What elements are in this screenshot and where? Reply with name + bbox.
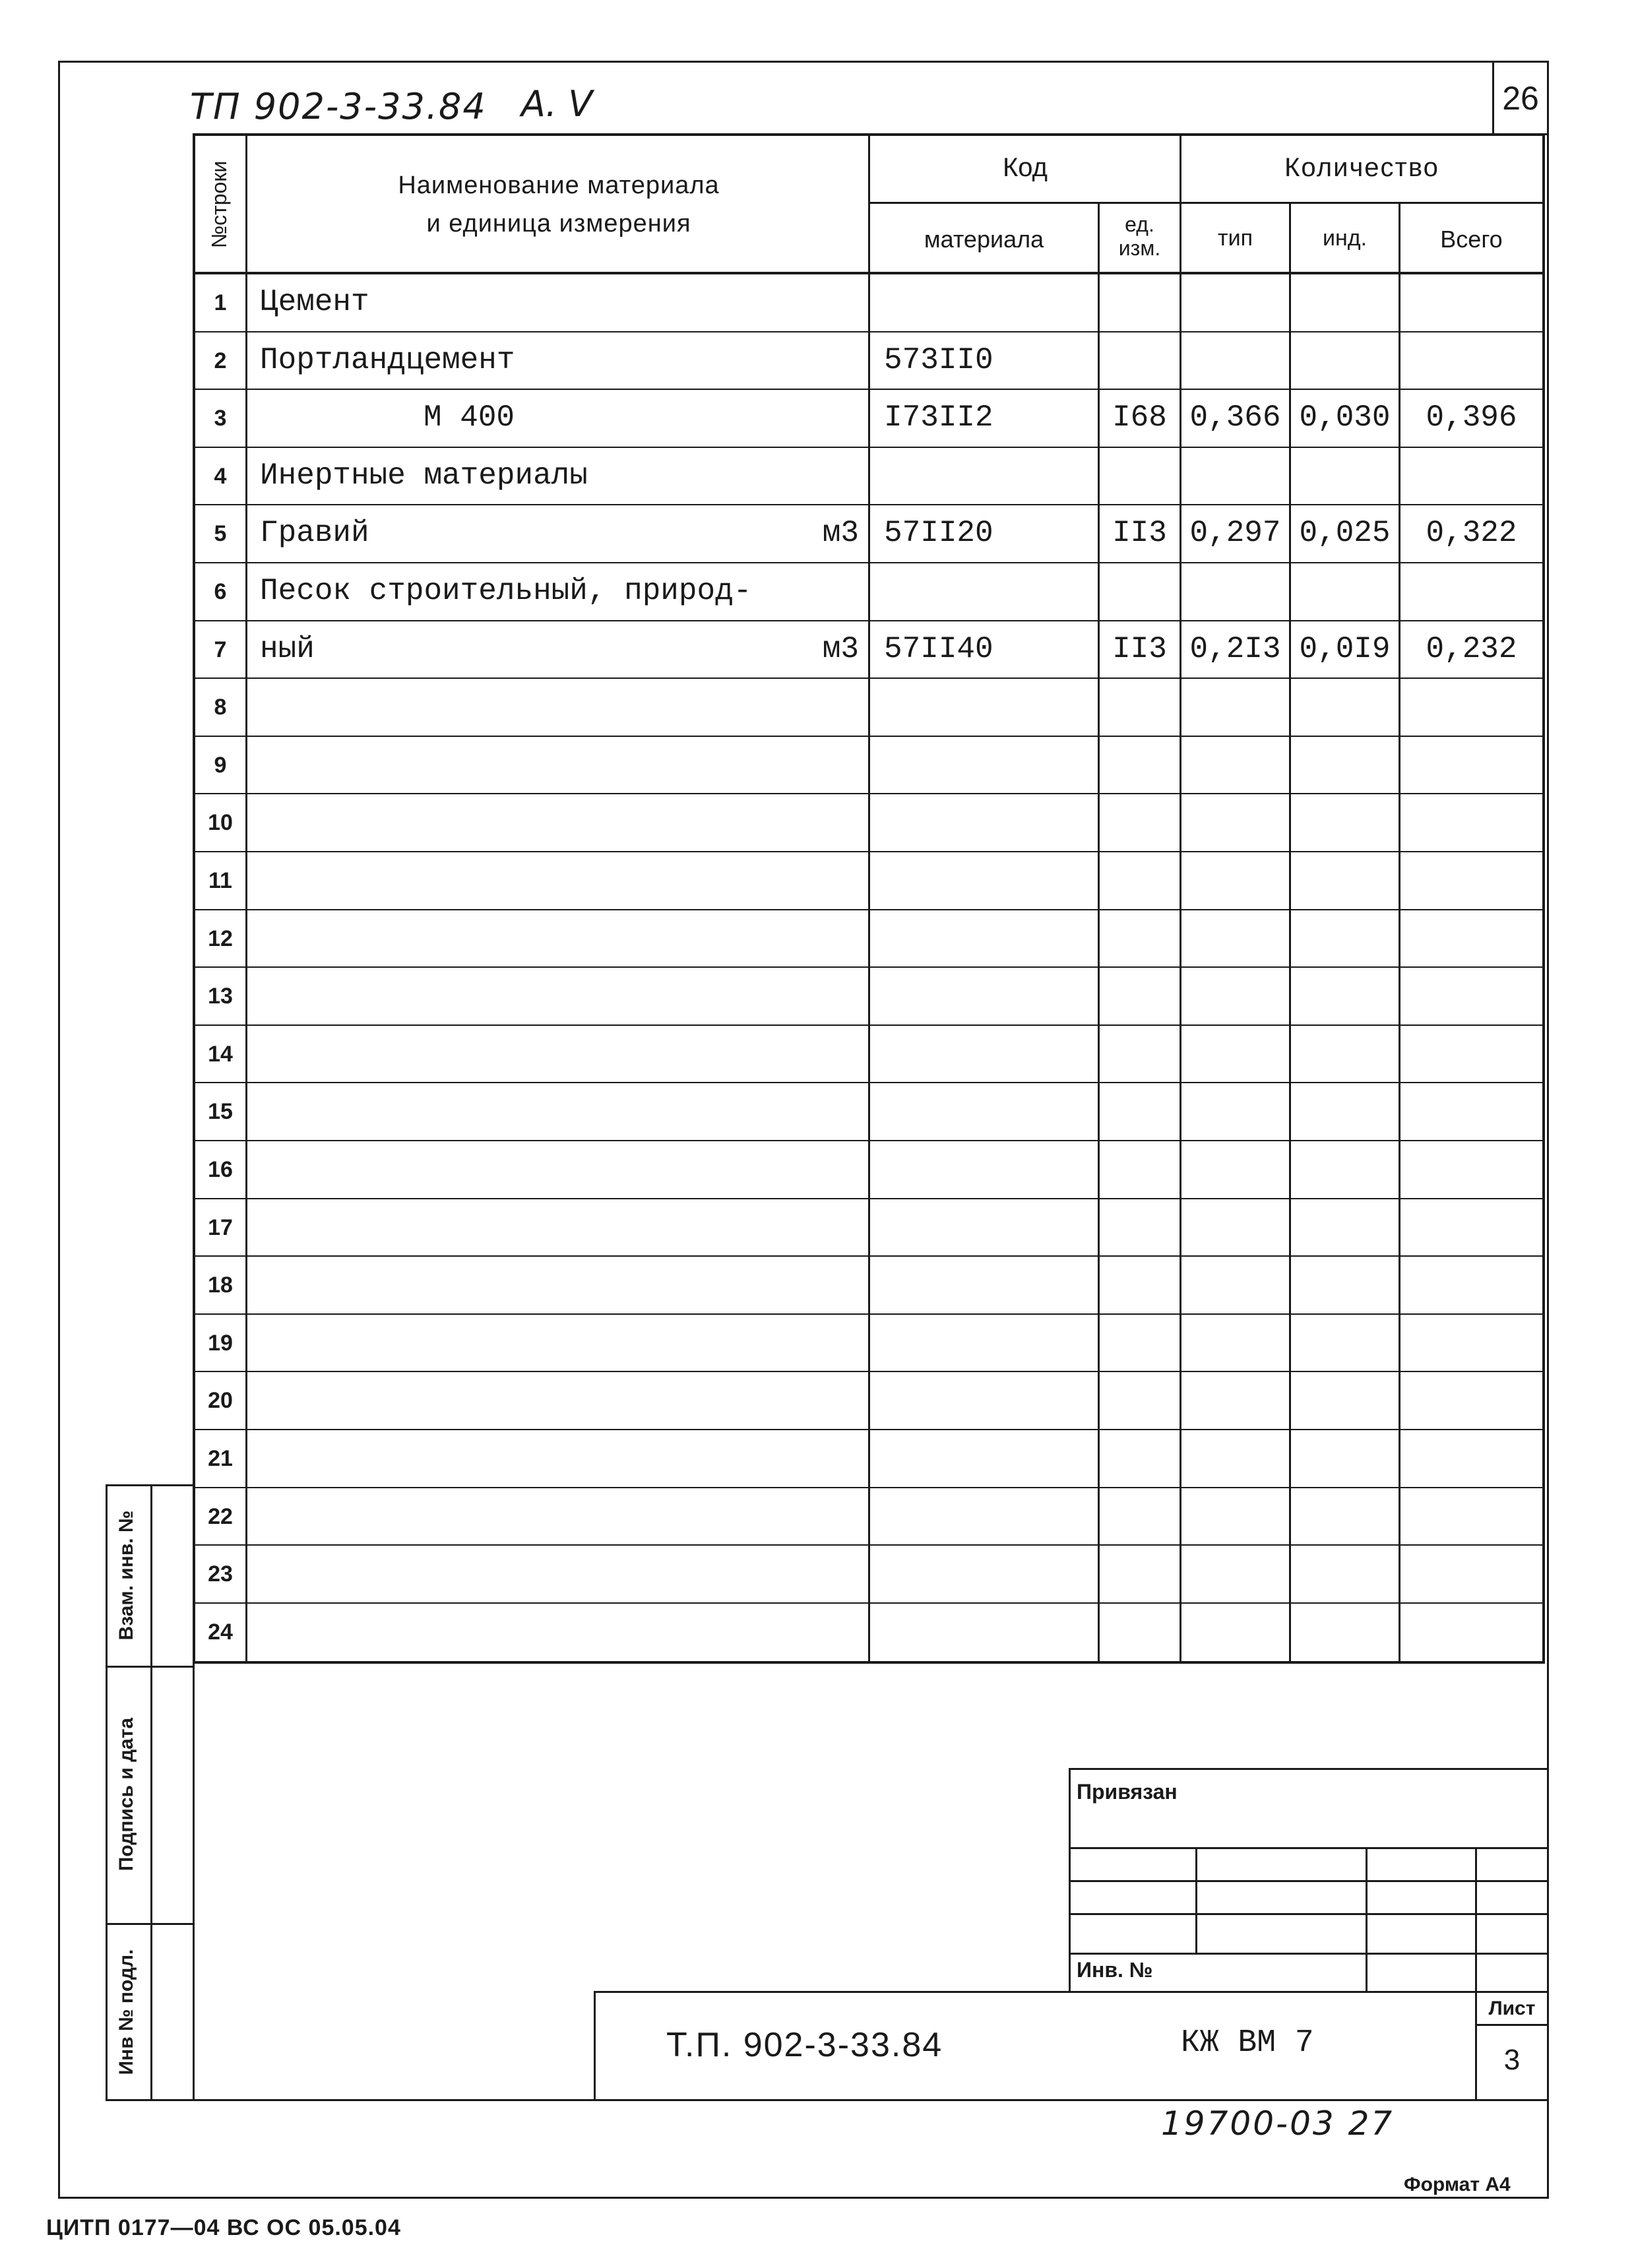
type-header: тип: [1218, 226, 1253, 251]
row-number: 5: [214, 521, 227, 547]
row-qty-individual: 0,030: [1299, 400, 1391, 435]
code-header: Код: [1002, 153, 1048, 182]
row-qty-total: 0,232: [1426, 631, 1517, 666]
sheet-label: Лист: [1488, 1998, 1536, 2019]
table-row: [193, 794, 1545, 852]
row-number: 11: [208, 868, 232, 893]
table-row: [193, 1546, 1545, 1604]
row-number: 13: [208, 984, 233, 1009]
stamp-number: 19700-03 27: [1161, 2104, 1395, 2143]
row-material-code: 57II20: [884, 516, 993, 551]
name-header-line1: Наименование материала: [398, 172, 720, 199]
sheet-value: 3: [1503, 2044, 1521, 2076]
row-qty-type: 0,366: [1189, 400, 1281, 435]
table-row: [193, 852, 1545, 910]
table-row: [193, 621, 1545, 679]
unit-header-line2: изм.: [1118, 236, 1161, 260]
materials-table: [193, 133, 1545, 1664]
row-number: 22: [208, 1503, 233, 1529]
table-row: [193, 1026, 1545, 1084]
table-row: [193, 679, 1545, 737]
inventory-no-label: Инв. №: [1077, 1958, 1153, 1982]
row-qty-type: 0,2I3: [1189, 631, 1281, 666]
table-row: [193, 968, 1545, 1026]
table-row: [193, 1430, 1545, 1488]
table-row: [193, 1141, 1545, 1199]
row-number: 14: [208, 1041, 233, 1067]
table-row: [193, 1315, 1545, 1373]
table-row: [193, 1257, 1545, 1315]
row-qty-total: 0,322: [1426, 516, 1517, 551]
row-number: 12: [208, 926, 233, 951]
replacement-inventory-label: Взам. инв. №: [115, 1510, 137, 1641]
table-row: [193, 1488, 1545, 1546]
sheet-number: 26: [1502, 80, 1539, 117]
row-number: 23: [208, 1561, 233, 1587]
row-number-header: №строки: [207, 160, 231, 249]
row-number: 6: [214, 579, 227, 604]
row-material-name: Инертные материалы: [260, 458, 588, 493]
row-number: 21: [208, 1446, 233, 1471]
original-inventory-label: Инв № подл.: [115, 1949, 137, 2075]
table-row: [193, 563, 1545, 621]
individual-header: инд.: [1322, 226, 1368, 251]
row-material-code: 573II0: [884, 342, 993, 377]
row-unit-of-measure: м3: [822, 516, 859, 551]
row-number: 9: [214, 752, 227, 778]
table-row: [193, 1372, 1545, 1430]
attached-label: Привязан: [1077, 1780, 1178, 1804]
row-material-name: ный: [260, 631, 315, 666]
row-qty-total: 0,396: [1426, 400, 1517, 435]
row-number: 20: [208, 1388, 233, 1414]
row-number: 17: [208, 1214, 233, 1240]
document-code: ТП 902-3-33.84: [190, 86, 487, 127]
row-qty-individual: 0,0I9: [1299, 631, 1391, 666]
row-unit-code: II3: [1112, 631, 1167, 666]
row-number: 8: [214, 695, 227, 720]
table-row: [193, 737, 1545, 795]
table-row: [193, 390, 1545, 448]
row-unit-code: I68: [1112, 400, 1167, 435]
table-row: [193, 1199, 1545, 1257]
row-material-name: Портландцемент: [260, 342, 515, 377]
album-label: А. Ⅴ: [521, 83, 593, 125]
row-unit-code: II3: [1112, 516, 1167, 551]
table-row: [193, 448, 1545, 506]
name-header-line2: и единица измерения: [426, 210, 691, 237]
printer-mark: ЦИТП 0177—04 ВС ОС 05.05.04: [46, 2215, 401, 2240]
table-row: [193, 274, 1545, 332]
row-number: 19: [208, 1330, 233, 1356]
row-number: 1: [214, 290, 227, 315]
quantity-header: Количество: [1284, 153, 1439, 182]
row-number: 7: [214, 637, 227, 662]
format-label: Формат А4: [1404, 2174, 1511, 2195]
table-row: [193, 1604, 1545, 1662]
signature-date-label: Подпись и дата: [115, 1717, 137, 1872]
row-material-name: Песок строительный, природ-: [260, 574, 752, 608]
drawing-code: КЖ ВМ 7: [1181, 2025, 1314, 2061]
row-material-code: 57II40: [884, 631, 993, 666]
row-qty-individual: 0,025: [1299, 516, 1391, 551]
row-material-code: I73II2: [884, 400, 993, 435]
row-number: 24: [208, 1619, 233, 1645]
table-row: [193, 910, 1545, 968]
row-material-name: М 400: [424, 400, 515, 435]
total-header: Всего: [1440, 226, 1503, 253]
row-qty-type: 0,297: [1189, 516, 1281, 551]
row-number: 18: [208, 1273, 233, 1298]
unit-header-line1: ед.: [1125, 212, 1154, 236]
table-row: [193, 332, 1545, 391]
table-row: [193, 1083, 1545, 1141]
table-row: [193, 505, 1545, 563]
row-number: 3: [214, 406, 227, 431]
row-unit-of-measure: м3: [822, 631, 859, 666]
designation: Т.П. 902-3-33.84: [666, 2026, 943, 2064]
row-number: 16: [208, 1157, 233, 1182]
row-number: 15: [208, 1099, 233, 1125]
row-number: 2: [214, 348, 227, 373]
row-number: 10: [208, 810, 233, 836]
row-number: 4: [214, 463, 227, 489]
material-code-header: материала: [924, 226, 1044, 253]
row-material-name: Цемент: [260, 285, 369, 319]
row-material-name: Гравий: [260, 516, 369, 551]
